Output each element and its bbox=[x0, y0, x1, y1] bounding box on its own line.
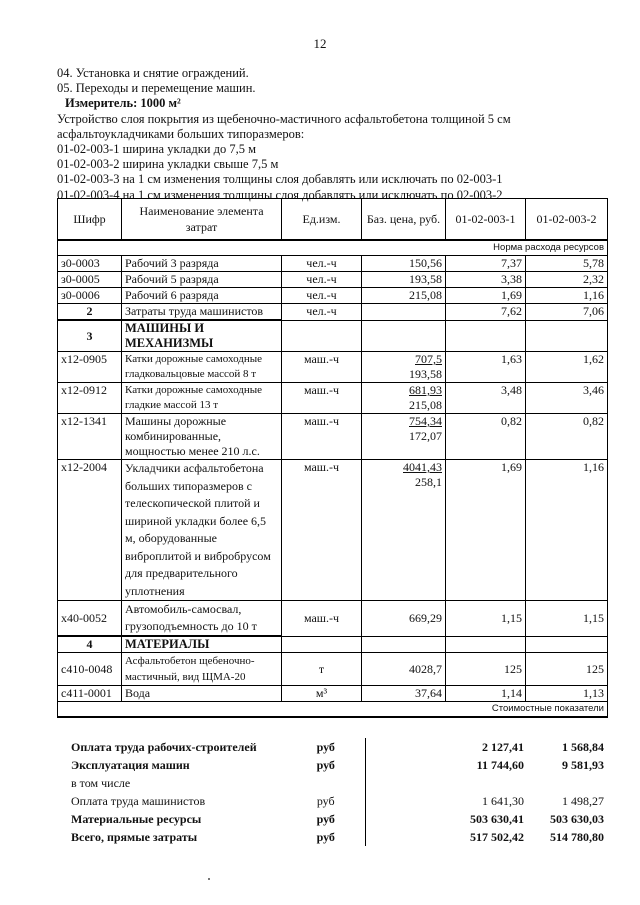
row-value-1: 1,15 bbox=[446, 601, 526, 637]
summary-value-1: 503 630,41 bbox=[470, 811, 524, 826]
intro-line: Устройство слоя покрытия из щебеночно-мастичного асфальтобетона толщиной 5 см bbox=[57, 111, 511, 126]
header-unit: Ед.изм. bbox=[282, 199, 362, 241]
summary-value-2: 1 498,27 bbox=[562, 793, 604, 808]
row-value-2: 1,15 bbox=[526, 601, 608, 637]
row-name: Рабочий 6 разряда bbox=[122, 288, 282, 304]
intro-line: 01-02-003-2 ширина укладки свыше 7,5 м bbox=[57, 157, 279, 172]
table-row bbox=[58, 601, 608, 637]
row-unit: маш.-ч bbox=[282, 601, 362, 637]
row-name: Рабочий 3 разряда bbox=[122, 256, 282, 272]
intro-line: 04. Установка и снятие ограждений. bbox=[57, 66, 249, 80]
row-unit: чел.-ч bbox=[282, 304, 362, 321]
row-value-2: 1,13 bbox=[526, 686, 608, 702]
row-name: Вода bbox=[122, 686, 282, 702]
row-code: 2 bbox=[58, 304, 122, 321]
row-value-1: 7,37 bbox=[446, 256, 526, 272]
summary-label: Оплата труда машинистов bbox=[71, 793, 206, 808]
summary-unit: руб bbox=[316, 739, 335, 754]
resource-table bbox=[57, 198, 608, 718]
row-price bbox=[362, 304, 446, 321]
row-value-2: 3,46 bbox=[526, 383, 608, 414]
row-code: з0-0006 bbox=[58, 288, 122, 304]
table-row bbox=[58, 256, 608, 272]
row-name: Рабочий 5 разряда bbox=[122, 272, 282, 288]
summary-label: Всего, прямые затраты bbox=[71, 829, 198, 844]
intro-text bbox=[57, 66, 617, 203]
table-row bbox=[58, 653, 608, 686]
summary-value-2: 1 568,84 bbox=[562, 739, 604, 754]
summary-value-1: 11 744,60 bbox=[476, 757, 524, 772]
intro-line: 01-02-003-4 на 1 см изменения толщины слоя добавлять или исключать по 02-003-2 bbox=[57, 187, 503, 202]
summary-row bbox=[57, 738, 607, 756]
intro-line: 01-02-003-1 ширина укладки до 7,5 м bbox=[57, 142, 256, 157]
row-value-1: 1,69 bbox=[446, 288, 526, 304]
table-row bbox=[58, 272, 608, 288]
table-row bbox=[58, 383, 608, 414]
row-unit: м³ bbox=[282, 686, 362, 702]
row-value-1: 7,62 bbox=[446, 304, 526, 321]
row-value-2: 0,82 bbox=[526, 414, 608, 460]
row-code: х12-2004 bbox=[58, 460, 122, 601]
row-unit: чел.-ч bbox=[282, 272, 362, 288]
row-unit: чел.-ч bbox=[282, 288, 362, 304]
row-price: 150,56 bbox=[362, 256, 446, 272]
header-name: Наименование элемента затрат bbox=[122, 199, 282, 241]
row-value-1: 0,82 bbox=[446, 414, 526, 460]
row-unit: маш.-ч bbox=[282, 352, 362, 383]
row-code: х12-0905 bbox=[58, 352, 122, 383]
summary-row bbox=[57, 792, 607, 810]
header-col-1: 01-02-003-1 bbox=[446, 199, 526, 241]
scan-speck bbox=[208, 878, 210, 880]
row-name: Асфальтобетон щебеночно-мастичный, вид ЩМА-20 bbox=[122, 653, 282, 686]
price-main: 707,5 bbox=[415, 352, 442, 366]
row-price: 37,64 bbox=[362, 686, 446, 702]
price-wage: 258,1 bbox=[415, 475, 442, 489]
summary-label: Оплата труда рабочих-строителей bbox=[71, 739, 257, 754]
row-value-2: 1,16 bbox=[526, 288, 608, 304]
summary-row bbox=[57, 828, 607, 846]
summary-table bbox=[57, 738, 607, 846]
row-code: х12-1341 bbox=[58, 414, 122, 460]
page-number: 12 bbox=[313, 36, 327, 51]
row-name: Катки дорожные самоходные гладкие массой 13 т bbox=[122, 383, 282, 414]
section-row-machines bbox=[58, 320, 608, 352]
row-value-2: 1,16 bbox=[526, 460, 608, 601]
row-value-1: 125 bbox=[446, 653, 526, 686]
summary-value-2: 9 581,93 bbox=[562, 757, 604, 772]
summary-value-2: 503 630,03 bbox=[550, 811, 604, 826]
header-code: Шифр bbox=[58, 199, 122, 241]
row-name: Затраты труда машинистов bbox=[122, 304, 282, 321]
table-row bbox=[58, 352, 608, 383]
row-code: х40-0052 bbox=[58, 601, 122, 637]
summary-label: Эксплуатация машин bbox=[71, 757, 190, 772]
price-main: 681,93 bbox=[409, 383, 442, 397]
row-value-2: 2,32 bbox=[526, 272, 608, 288]
row-code: з0-0005 bbox=[58, 272, 122, 288]
section-code: 4 bbox=[58, 636, 122, 653]
section-title: МАТЕРИАЛЫ bbox=[122, 636, 282, 653]
row-code: с410-0048 bbox=[58, 653, 122, 686]
row-price: 4028,7 bbox=[362, 653, 446, 686]
cost-label: Стоимостные показатели bbox=[58, 702, 608, 718]
summary-row bbox=[57, 756, 607, 774]
summary-value-1: 517 502,42 bbox=[470, 829, 524, 844]
intro-line: 05. Переходы и перемещение машин. bbox=[57, 81, 256, 96]
price-wage: 215,08 bbox=[409, 398, 442, 412]
row-value-1: 1,14 bbox=[446, 686, 526, 702]
header-col-2: 01-02-003-2 bbox=[526, 199, 608, 241]
row-code: с411-0001 bbox=[58, 686, 122, 702]
norm-label-row bbox=[58, 240, 608, 256]
row-price: 215,08 bbox=[362, 288, 446, 304]
row-name: Машины дорожные комбинированные, мощностью менее 210 л.с. bbox=[122, 414, 282, 460]
row-value-2: 125 bbox=[526, 653, 608, 686]
row-price bbox=[362, 460, 446, 601]
price-wage: 172,07 bbox=[409, 429, 442, 443]
row-value-1: 3,38 bbox=[446, 272, 526, 288]
row-value-2: 1,62 bbox=[526, 352, 608, 383]
row-price bbox=[362, 352, 446, 383]
table-row bbox=[58, 414, 608, 460]
row-price: 193,58 bbox=[362, 272, 446, 288]
row-unit: маш.-ч bbox=[282, 414, 362, 460]
price-main: 754,34 bbox=[409, 414, 442, 428]
summary-unit: руб bbox=[316, 757, 335, 772]
intro-line: асфальтоукладчиками больших типоразмеров: bbox=[57, 126, 305, 141]
row-name: Укладчики асфальтобетона больших типоразмеров с телескопической плитой и шириной укладки более 6,5 м, оборудованные виброплитой и вибробрусом для предварительного уплотнения bbox=[122, 460, 282, 601]
table-row bbox=[58, 460, 608, 601]
row-price bbox=[362, 383, 446, 414]
row-value-2: 5,78 bbox=[526, 256, 608, 272]
header-price: Баз. цена, руб. bbox=[362, 199, 446, 241]
row-value-1: 3,48 bbox=[446, 383, 526, 414]
row-code: з0-0003 bbox=[58, 256, 122, 272]
row-price: 669,29 bbox=[362, 601, 446, 637]
cost-label-row bbox=[58, 702, 608, 718]
price-wage: 193,58 bbox=[409, 367, 442, 381]
row-value-2: 7,06 bbox=[526, 304, 608, 321]
summary-label: в том числе bbox=[71, 775, 131, 790]
section-row-materials bbox=[58, 636, 608, 653]
section-code: 3 bbox=[58, 320, 122, 352]
row-unit: чел.-ч bbox=[282, 256, 362, 272]
row-unit: т bbox=[282, 653, 362, 686]
row-name: Автомобиль-самосвал, грузоподъемность до 10 т bbox=[122, 601, 282, 637]
intro-line: 01-02-003-3 на 1 см изменения толщины слоя добавлять или исключать по 02-003-1 bbox=[57, 172, 503, 187]
summary-unit: руб bbox=[316, 811, 335, 826]
section-title: МАШИНЫ И МЕХАНИЗМЫ bbox=[122, 320, 282, 352]
measure-unit: Измеритель: 1000 м² bbox=[65, 96, 181, 111]
machinists-row bbox=[58, 304, 608, 321]
table-row bbox=[58, 288, 608, 304]
row-unit: маш.-ч bbox=[282, 383, 362, 414]
row-value-1: 1,69 bbox=[446, 460, 526, 601]
summary-value-1: 2 127,41 bbox=[482, 739, 524, 754]
price-main: 4041,43 bbox=[403, 460, 442, 474]
summary-row bbox=[57, 810, 607, 828]
summary-value-1: 1 641,30 bbox=[482, 793, 524, 808]
summary-value-2: 514 780,80 bbox=[550, 829, 604, 844]
row-code: х12-0912 bbox=[58, 383, 122, 414]
row-unit: маш.-ч bbox=[282, 460, 362, 601]
row-price bbox=[362, 414, 446, 460]
norm-label: Норма расхода ресурсов bbox=[58, 240, 608, 256]
summary-label: Материальные ресурсы bbox=[71, 811, 202, 826]
summary-row bbox=[57, 774, 607, 792]
row-name: Катки дорожные самоходные гладковальцовые массой 8 т bbox=[122, 352, 282, 383]
summary-unit: руб bbox=[316, 793, 335, 808]
summary-unit: руб bbox=[316, 829, 335, 844]
table-row bbox=[58, 686, 608, 702]
table-header-row bbox=[58, 199, 608, 241]
row-value-1: 1,63 bbox=[446, 352, 526, 383]
